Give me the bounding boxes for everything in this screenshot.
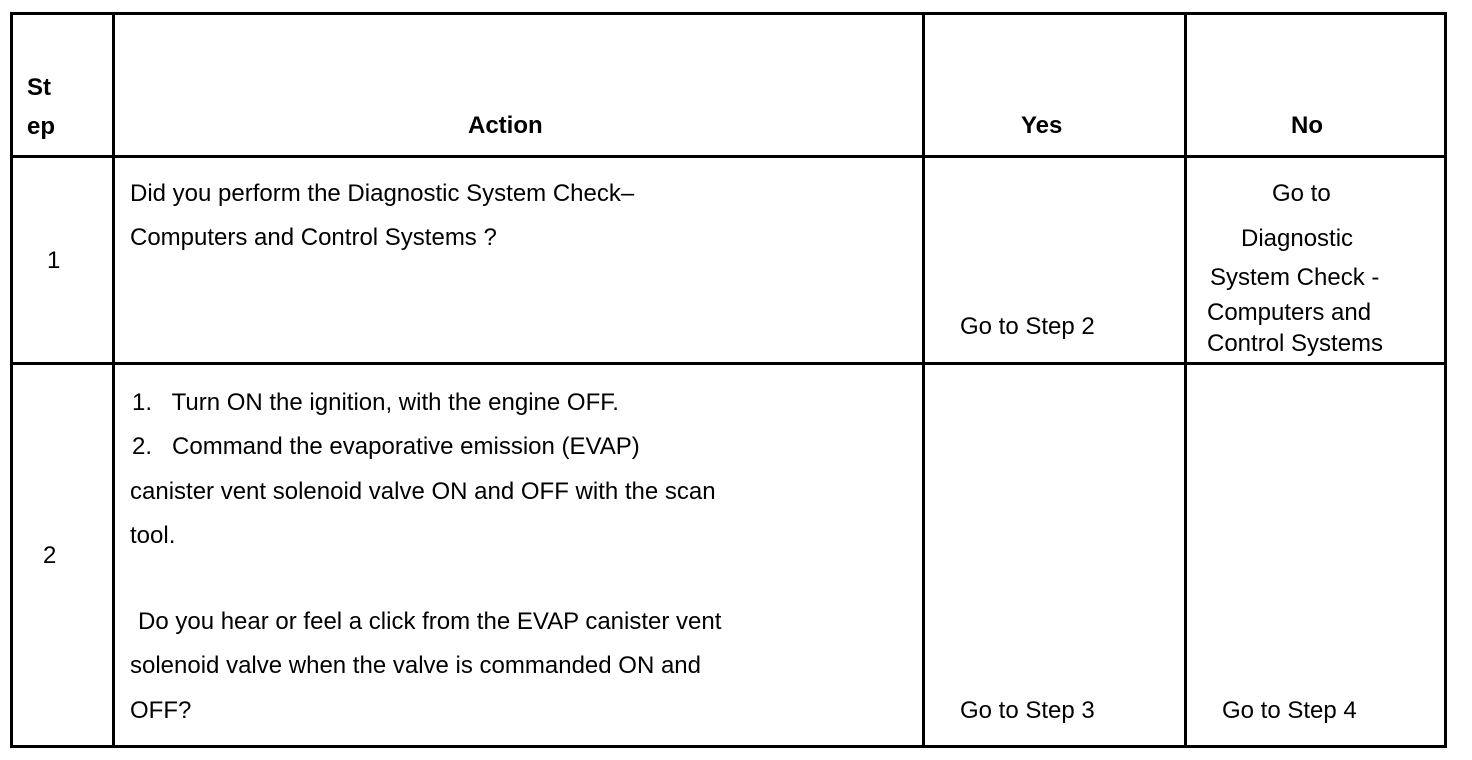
row2-action-line2: 2. Command the evaporative emission (EVAP) [132,433,640,460]
table-border-right [1444,12,1447,748]
column-divider-action [922,12,925,748]
row2-action-line6: solenoid valve when the valve is commanded ON and [130,652,701,679]
header-step-line1: St [27,74,51,101]
row1-step: 1 [47,247,61,274]
row1-no-line4: Computers and [1207,299,1372,326]
row-divider [10,362,1447,365]
row1-no-line3: System Check - [1210,264,1380,291]
row2-action-line4: tool. [130,522,176,549]
row2-action-line3: canister vent solenoid valve ON and OFF with the scan [130,478,716,505]
row1-yes: Go to Step 2 [960,313,1095,340]
row2-action-line1: 1. Turn ON the ignition, with the engine OFF. [132,389,619,416]
row1-no-line1: Go to [1272,180,1331,207]
row2-action-line7: OFF? [130,697,192,724]
column-divider-step [112,12,115,748]
table-border-top [10,12,1447,15]
table-border-left [10,12,13,748]
row2-yes: Go to Step 3 [960,697,1095,724]
row2-step: 2 [43,542,57,569]
header-action: Action [468,112,543,139]
header-no: No [1291,112,1323,139]
header-yes: Yes [1021,112,1063,139]
row2-action-line5: Do you hear or feel a click from the EVAP canister vent [138,608,722,635]
row1-action-line1: Did you perform the Diagnostic System Check– [130,180,635,207]
column-divider-yes [1184,12,1187,748]
row1-no-line2: Diagnostic [1241,225,1354,252]
row2-no: Go to Step 4 [1222,697,1357,724]
table-border-bottom [10,745,1447,748]
row1-no-line5: Control Systems [1207,330,1384,357]
row1-action-line2: Computers and Control Systems ? [130,224,497,251]
header-divider [10,155,1447,158]
header-step-line2: ep [27,113,56,140]
